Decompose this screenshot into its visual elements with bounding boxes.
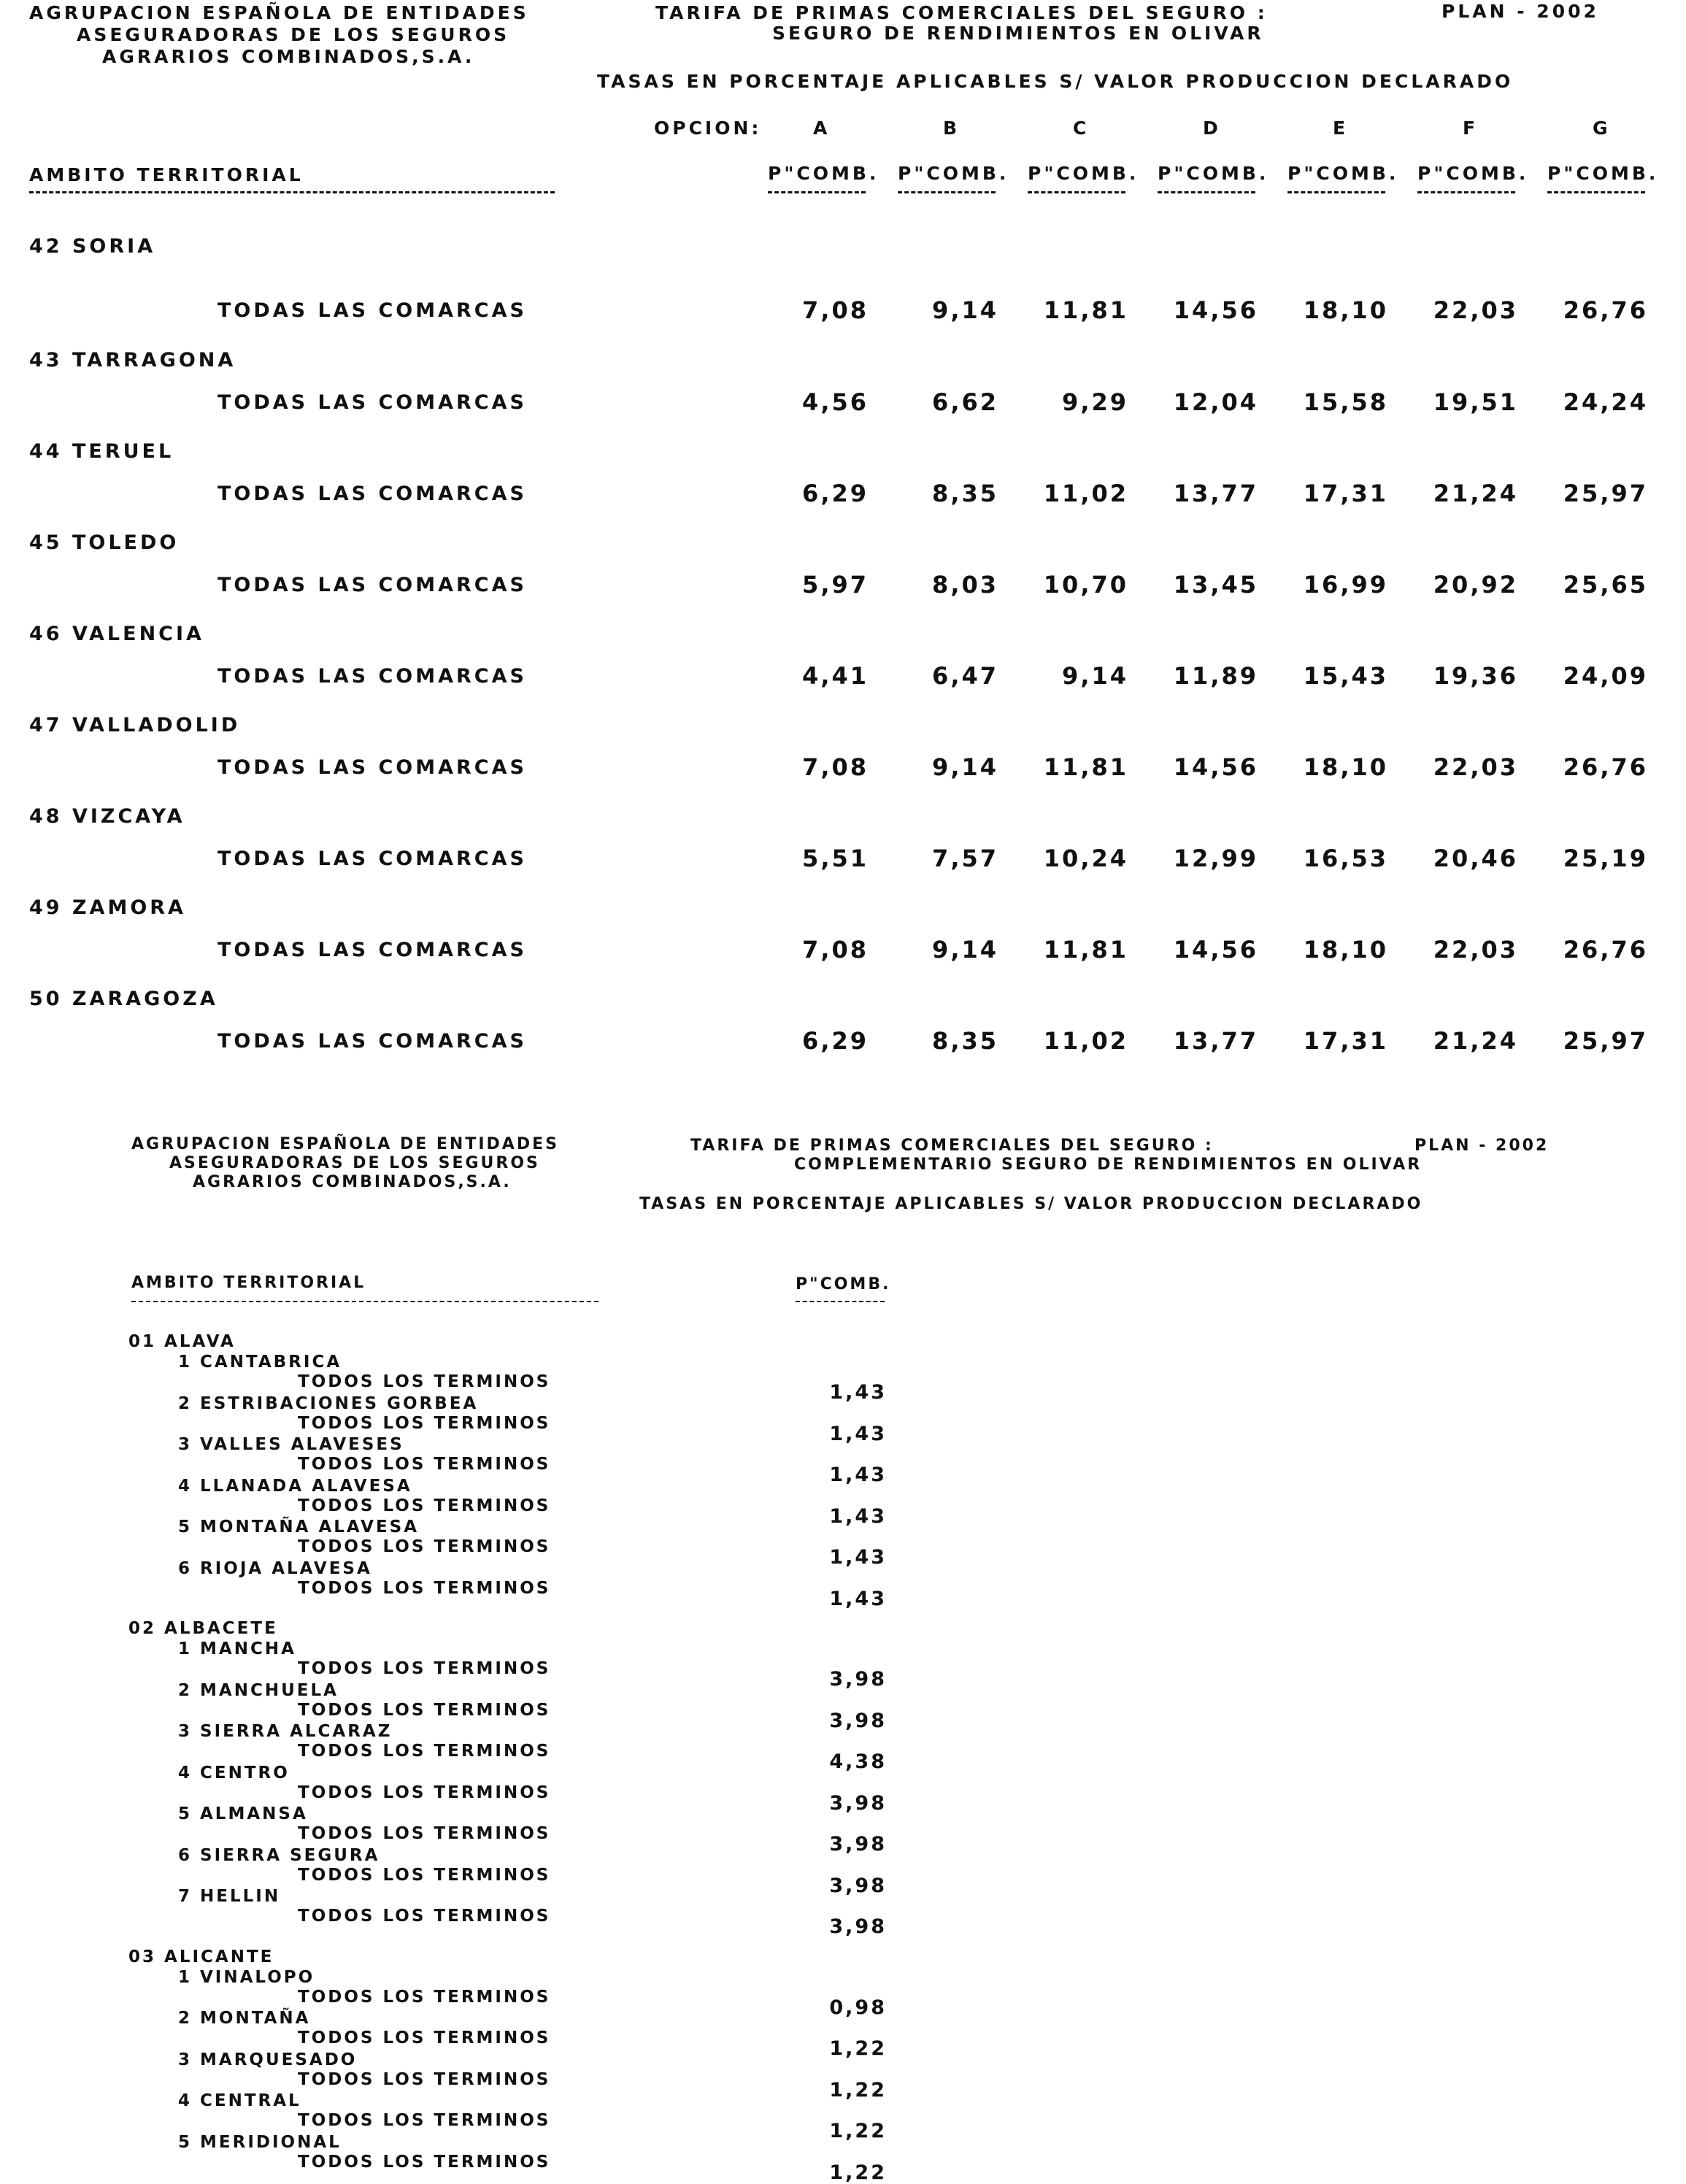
column-underline [1417,191,1515,193]
comarca-name: 6 RIOJA ALAVESA [178,1558,372,1578]
rate-value-c: 11,81 [1043,753,1128,781]
province-name: 46 VALENCIA [29,623,204,645]
rate-value-f: 22,03 [1433,936,1518,964]
comarca-name: 1 MANCHA [178,1639,296,1658]
term-label: TODOS LOS TERMINOS [298,2069,551,2089]
rate-value-g: 25,97 [1563,480,1648,507]
column-underline [796,1301,885,1302]
org-line: AGRARIOS COMBINADOS,S.A. [193,1173,512,1191]
rate-value-b: 8,03 [932,571,998,599]
rate-value-e: 15,58 [1303,388,1388,416]
rate-value-c: 11,02 [1043,1027,1128,1055]
comarca-label: TODAS LAS COMARCAS [218,482,527,505]
rate-value-g: 25,65 [1563,571,1648,599]
province-name: 48 VIZCAYA [29,805,185,828]
org-line: AGRUPACION ESPAÑOLA DE ENTIDADES [29,2,529,23]
comarca-name: 7 HELLIN [178,1887,281,1906]
rate-value: 1,43 [829,1504,887,1528]
rate-value-g: 26,76 [1563,936,1648,964]
comarca-label: TODAS LAS COMARCAS [218,756,527,779]
rate-value-g: 25,97 [1563,1027,1648,1055]
title-line: SEGURO DE RENDIMIENTOS EN OLIVAR [772,23,1264,44]
rate-value-g: 24,24 [1563,388,1648,416]
comarca-name: 1 VINALOPO [178,1967,315,1987]
rate-value-b: 7,57 [932,845,998,872]
rate-value-d: 14,56 [1173,753,1258,781]
comarca-name: 1 CANTABRICA [178,1353,342,1372]
rate-value-c: 11,02 [1043,480,1128,507]
rate-value: 3,98 [829,1833,887,1856]
column-underline [898,191,996,193]
term-label: TODOS LOS TERMINOS [298,2111,551,2130]
comarca-label: TODAS LAS COMARCAS [218,574,527,596]
rate-value-b: 8,35 [932,1027,998,1055]
rate-value-e: 17,31 [1303,480,1388,507]
rate-value-d: 14,56 [1173,936,1258,964]
term-label: TODOS LOS TERMINOS [298,1537,551,1556]
rate-value-b: 9,14 [932,936,998,964]
term-label: TODOS LOS TERMINOS [298,1742,551,1761]
plan-label: PLAN - 2002 [1441,1,1599,22]
comarca-name: 5 ALMANSA [178,1804,308,1823]
province-name: 44 TERUEL [29,440,174,463]
rate-value-e: 18,10 [1303,296,1388,324]
rate-value-g: 24,09 [1563,662,1648,690]
rate-value-d: 14,56 [1173,296,1258,324]
rate-value-g: 26,76 [1563,296,1648,324]
rate-value-b: 8,35 [932,480,998,507]
rate-value: 3,98 [829,1709,887,1732]
comarca-name: 6 SIERRA SEGURA [178,1845,380,1865]
rate-value-f: 21,24 [1433,480,1518,507]
rate-value-g: 26,76 [1563,753,1648,781]
comarca-name: 2 MONTAÑA [178,2009,311,2028]
comarca-name: 2 MANCHUELA [178,1680,339,1700]
comarca-label: TODAS LAS COMARCAS [218,391,527,414]
rate-value: 1,22 [829,2037,887,2060]
comarca-name: 5 MERIDIONAL [178,2132,342,2152]
option-c: C [1073,118,1090,139]
term-label: TODOS LOS TERMINOS [298,1413,551,1433]
org-line: AGRUPACION ESPAÑOLA DE ENTIDADES [131,1135,559,1153]
title-line: COMPLEMENTARIO SEGURO DE RENDIMIENTOS EN OLIVAR [794,1156,1423,1174]
ambito-label: AMBITO TERRITORIAL [29,164,304,185]
rate-value: 1,43 [829,1587,887,1610]
rate-value-f: 22,03 [1433,296,1518,324]
rate-value-d: 12,99 [1173,845,1258,872]
province-name: 50 ZARAGOZA [29,988,218,1010]
column-underline [1287,191,1385,193]
comarca-name: 4 CENTRAL [178,2091,301,2110]
rate-value-a: 5,97 [802,571,869,599]
subtitle: TASAS EN PORCENTAJE APLICABLES S/ VALOR PRODUCCION DECLARADO [597,71,1514,92]
rate-value: 1,43 [829,1422,887,1445]
rate-value: 1,43 [829,1464,887,1486]
comarca-label: TODAS LAS COMARCAS [218,847,527,870]
comarca-label: TODAS LAS COMARCAS [218,939,527,961]
rate-value: 1,43 [829,1381,887,1404]
option-e: E [1333,118,1349,139]
rate-value-e: 17,31 [1303,1027,1388,1055]
comarca-name: 3 SIERRA ALCARAZ [178,1722,393,1741]
comarca-label: TODAS LAS COMARCAS [218,1030,527,1053]
title-line: TARIFA DE PRIMAS COMERCIALES DEL SEGURO : [655,2,1268,23]
rate-value-f: 22,03 [1433,753,1518,781]
title-line: TARIFA DE PRIMAS COMERCIALES DEL SEGURO : [690,1137,1214,1155]
comarca-name: 4 LLANADA ALAVESA [178,1476,412,1496]
ambito-underline [131,1301,598,1302]
option-d: D [1203,118,1221,139]
rate-value: 3,98 [829,1668,887,1691]
option-a: A [813,118,831,139]
column-underline [768,191,866,193]
rate-value-d: 11,89 [1173,662,1258,690]
org-line: ASEGURADORAS DE LOS SEGUROS [77,24,510,45]
province-name: 43 TARRAGONA [29,349,236,372]
rate-value-a: 7,08 [802,936,869,964]
term-label: TODOS LOS TERMINOS [298,1496,551,1515]
rate-value-c: 10,70 [1043,571,1128,599]
column-header-b: P"COMB. [898,163,1009,184]
column-underline [1547,191,1645,193]
column-header-d: P"COMB. [1158,163,1269,184]
term-label: TODOS LOS TERMINOS [298,1659,551,1678]
comarca-name: 3 MARQUESADO [178,2050,358,2069]
province-name: 45 TOLEDO [29,531,180,554]
rate-value-d: 13,77 [1173,480,1258,507]
term-label: TODOS LOS TERMINOS [298,1372,551,1391]
org-line: AGRARIOS COMBINADOS,S.A. [102,46,475,67]
term-label: TODOS LOS TERMINOS [298,1865,551,1885]
term-label: TODOS LOS TERMINOS [298,1700,551,1720]
rate-value-f: 21,24 [1433,1027,1518,1055]
column-header-f: P"COMB. [1417,163,1529,184]
comarca-name: 3 VALLES ALAVESES [178,1435,404,1454]
column-header-g: P"COMB. [1547,163,1659,184]
rate-value: 3,98 [829,1791,887,1815]
rate-value-a: 7,08 [802,753,869,781]
rate-value-a: 7,08 [802,296,869,324]
rate-value: 0,98 [829,1996,887,2019]
column-header: P"COMB. [796,1275,891,1293]
rate-value-c: 11,81 [1043,936,1128,964]
column-underline [1028,191,1125,193]
province-name: 47 VALLADOLID [29,714,241,737]
rate-value-e: 15,43 [1303,662,1388,690]
rate-value-d: 12,04 [1173,388,1258,416]
rate-value-a: 6,29 [802,1027,869,1055]
term-label: TODOS LOS TERMINOS [298,1578,551,1598]
province-name: 03 ALICANTE [128,1947,274,1966]
rate-value-e: 16,99 [1303,571,1388,599]
rate-value: 3,98 [829,1915,887,1938]
province-name: 02 ALBACETE [128,1619,278,1638]
rate-value-b: 6,62 [932,388,998,416]
term-label: TODOS LOS TERMINOS [298,1824,551,1843]
rate-value-g: 25,19 [1563,845,1648,872]
rate-value-f: 19,51 [1433,388,1518,416]
term-label: TODOS LOS TERMINOS [298,1455,551,1474]
term-label: TODOS LOS TERMINOS [298,2029,551,2048]
comarca-label: TODAS LAS COMARCAS [218,665,527,688]
rate-value-a: 4,41 [802,662,869,690]
rate-value: 1,43 [829,1546,887,1569]
comarca-label: TODAS LAS COMARCAS [218,299,527,322]
rate-value-c: 9,14 [1062,662,1128,690]
term-label: TODOS LOS TERMINOS [298,1783,551,1802]
rate-value-a: 6,29 [802,480,869,507]
rate-value: 3,98 [829,1874,887,1897]
rate-value-e: 18,10 [1303,936,1388,964]
term-label: TODOS LOS TERMINOS [298,1907,551,1926]
column-underline [1158,191,1255,193]
option-label: OPCION: [654,118,762,139]
column-header-e: P"COMB. [1287,163,1399,184]
rate-value-f: 20,46 [1433,845,1518,872]
rate-value-a: 4,56 [802,388,869,416]
rate-value-c: 9,29 [1062,388,1128,416]
province-name: 42 SORIA [29,235,156,258]
column-header-c: P"COMB. [1028,163,1139,184]
rate-value-a: 5,51 [802,845,869,872]
province-name: 49 ZAMORA [29,896,186,919]
rate-value-e: 16,53 [1303,845,1388,872]
term-label: TODOS LOS TERMINOS [298,1987,551,2007]
rate-value-f: 19,36 [1433,662,1518,690]
rate-value-d: 13,45 [1173,571,1258,599]
option-g: G [1593,118,1611,139]
comarca-name: 4 CENTRO [178,1763,290,1783]
rate-value-b: 6,47 [932,662,998,690]
comarca-name: 2 ESTRIBACIONES GORBEA [178,1393,479,1413]
rate-value: 4,38 [829,1750,887,1773]
plan-label: PLAN - 2002 [1414,1137,1550,1155]
ambito-underline [29,191,555,193]
org-line: ASEGURADORAS DE LOS SEGUROS [169,1154,540,1172]
rate-value-d: 13,77 [1173,1027,1258,1055]
column-header-a: P"COMB. [768,163,879,184]
rate-value: 1,22 [829,2078,887,2102]
rate-value-b: 9,14 [932,296,998,324]
rate-value-b: 9,14 [932,753,998,781]
ambito-label: AMBITO TERRITORIAL [131,1274,366,1292]
subtitle: TASAS EN PORCENTAJE APLICABLES S/ VALOR PRODUCCION DECLARADO [639,1195,1423,1213]
rate-value-e: 18,10 [1303,753,1388,781]
rate-value: 1,22 [829,2120,887,2142]
rate-value-c: 11,81 [1043,296,1128,324]
rate-value-f: 20,92 [1433,571,1518,599]
option-b: B [943,118,961,139]
option-f: F [1463,118,1479,139]
rate-value-c: 10,24 [1043,845,1128,872]
term-label: TODOS LOS TERMINOS [298,2152,551,2172]
province-name: 01 ALAVA [128,1332,236,1351]
rate-value: 1,22 [829,2161,887,2184]
comarca-name: 5 MONTAÑA ALAVESA [178,1518,420,1537]
